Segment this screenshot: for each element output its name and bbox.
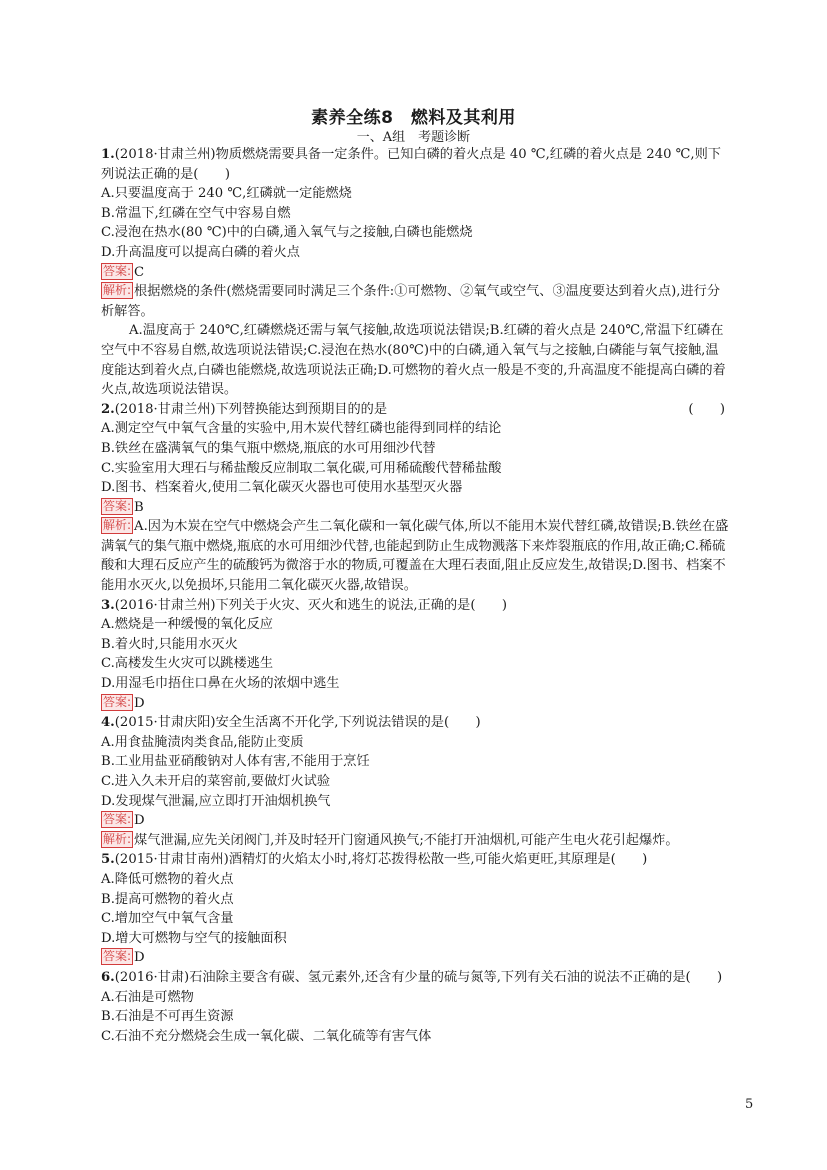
option-item: B.石油是不可再生资源 <box>101 1009 234 1025</box>
analysis-text: 根据燃烧的条件(燃烧需要同时满足三个条件:①可燃物、②氧气或空气、③温度要达到着火点),进行分析解答。 <box>101 284 721 319</box>
question-number: 4. <box>101 715 115 731</box>
analysis-text: 煤气泄漏,应先关闭阀门,并及时轻开门窗通风换气;不能打开油烟机,可能产生电火花引起爆炸。 <box>134 832 679 848</box>
question-text: (2016·甘肃兰州)下列关于火灾、灭火和逃生的说法,正确的是( ) <box>114 597 507 613</box>
analysis-label: 解析: <box>103 518 132 533</box>
question-number: 1. <box>101 147 115 162</box>
question-text: (2015·甘肃庆阳)安全生活离不开化学,下列说法错误的是( ) <box>114 715 481 731</box>
option-item: B.着火时,只能用水灭火 <box>101 636 238 652</box>
question-item <box>101 400 731 596</box>
answer-blank: ( ) <box>688 401 725 417</box>
page-title: 素养全练8 燃料及其利用 <box>311 108 516 128</box>
option-item: D.图书、档案着火,使用二氧化碳灭火器也可使用水基型灭火器 <box>101 480 463 496</box>
question-number: 5. <box>101 852 115 868</box>
answer-value: D <box>134 695 145 711</box>
answer-label: 答案: <box>103 694 132 709</box>
analysis-label: 解析: <box>103 831 132 846</box>
answer-line <box>101 263 731 283</box>
option-item: C.石油不充分燃烧会生成一氧化碳、二氧化硫等有害气体 <box>101 1028 432 1044</box>
answer-label: 答案: <box>103 263 132 278</box>
option-item: A.测定空气中氧气含量的实验中,用木炭代替红磷也能得到同样的结论 <box>101 421 502 437</box>
analysis-detail: A.温度高于 240℃,红磷燃烧还需与氧气接触,故选项说法错误;B.红磷的着火点是 240℃,常温下红磷在空气中不容易自燃,故选项说法错误;C.浸泡在热水(80℃)中的白磷,通入氧气与之接触,白磷能与氧气接触,温度能达到着火点,白磷也能燃烧,故选项说法正确;D.可燃物的着火点一般是不变的,升高温度不能提高白磷的着火点,故选项说法错误。 <box>101 323 726 398</box>
option-item: D.用湿毛巾捂住口鼻在火场的浓烟中逃生 <box>101 676 340 692</box>
answer-value: D <box>134 813 145 829</box>
analysis-line <box>101 831 731 851</box>
question-stem <box>101 850 731 870</box>
question-stem <box>101 400 731 420</box>
option-item: C.高楼发生火灾可以跳楼逃生 <box>101 656 274 672</box>
option-item: A.燃烧是一种缓慢的氧化反应 <box>101 617 273 633</box>
analysis-line <box>101 517 731 595</box>
answer-value: B <box>134 499 144 515</box>
question-stem <box>101 145 731 184</box>
answer-line <box>101 948 731 968</box>
option-item: A.降低可燃物的着火点 <box>101 871 234 887</box>
option-item: D.升高温度可以提高白磷的着火点 <box>101 244 300 260</box>
answer-line <box>101 694 731 714</box>
answer-line <box>101 811 731 831</box>
question-text: (2018·甘肃兰州)物质燃烧需要具备一定条件。已知白磷的着火点是 40 ℃,红磷的着火点是 240 ℃,则下列说法正确的是( ) <box>101 147 721 182</box>
question-item <box>101 850 731 968</box>
answer-label: 答案: <box>103 498 132 513</box>
option-item: C.进入久未开启的菜窖前,要做灯火试验 <box>101 774 331 789</box>
section-subtitle: 一、A组 考题诊断 <box>356 130 471 145</box>
question-text: (2015·甘肃甘南州)酒精灯的火焰太小时,将灯芯拨得松散一些,可能火焰更旺,其原理是( ) <box>114 852 648 868</box>
answer-label: 答案: <box>103 812 132 827</box>
question-item <box>101 968 731 1046</box>
question-item <box>101 145 731 400</box>
answer-label: 答案: <box>103 949 132 964</box>
page-number: 5 <box>745 1097 754 1112</box>
question-stem <box>101 968 731 988</box>
answer-value: D <box>134 950 145 966</box>
analysis-label: 解析: <box>103 283 132 298</box>
option-item: D.增大可燃物与空气的接触面积 <box>101 930 287 946</box>
question-item <box>101 713 731 850</box>
question-list <box>101 145 731 1046</box>
option-item: A.用食盐腌渍肉类食品,能防止变质 <box>101 734 304 750</box>
option-item: D.发现煤气泄漏,应立即打开油烟机换气 <box>101 793 331 809</box>
option-item: B.常温下,红磷在空气中容易自燃 <box>101 205 291 221</box>
question-stem <box>101 713 731 733</box>
question-number: 6. <box>101 969 115 985</box>
question-item <box>101 596 731 714</box>
option-item: A.只要温度高于 240 ℃,红磷就一定能燃烧 <box>101 186 352 202</box>
option-item: A.石油是可燃物 <box>101 989 194 1005</box>
answer-line <box>101 498 731 518</box>
analysis-text: A.因为木炭在空气中燃烧会产生二氧化碳和一氧化碳气体,所以不能用木炭代替红磷,故错误;B.铁丝在盛满氧气的集气瓶中燃烧,瓶底的水可用细沙代替,也能起到防止生成物溅落下来炸裂瓶底的作用,故正确;C.稀硫酸和大理石反应产生的硫酸钙为微溶于水的物质,可覆盖在大理石表面,阻止反应发生,故错误;D.图书、档案不能用水灭火,以免损坏,只能用二氧化碳灭火器,故错误。 <box>101 519 729 594</box>
option-item: B.工业用盐亚硝酸钠对人体有害,不能用于烹饪 <box>101 754 370 770</box>
option-item: C.增加空气中氧气含量 <box>101 911 234 927</box>
question-text: (2016·甘肃)石油除主要含有碳、氢元素外,还含有少量的硫与氮等,下列有关石油的说法不正确的是( ) <box>114 969 723 985</box>
analysis-line <box>101 282 731 321</box>
option-item: C.实验室用大理石与稀盐酸反应制取二氧化碳,可用稀硫酸代替稀盐酸 <box>101 460 502 476</box>
question-number: 2. <box>101 401 115 417</box>
answer-value: C <box>134 264 145 280</box>
question-stem <box>101 596 731 616</box>
question-text: (2018·甘肃兰州)下列替换能达到预期目的的是 <box>114 401 388 417</box>
question-number: 3. <box>101 597 115 613</box>
option-item: C.浸泡在热水(80 ℃)中的白磷,通入氧气与之接触,白磷也能燃烧 <box>101 225 473 241</box>
option-item: B.提高可燃物的着火点 <box>101 891 234 907</box>
option-item: B.铁丝在盛满氧气的集气瓶中燃烧,瓶底的水可用细沙代替 <box>101 440 436 456</box>
